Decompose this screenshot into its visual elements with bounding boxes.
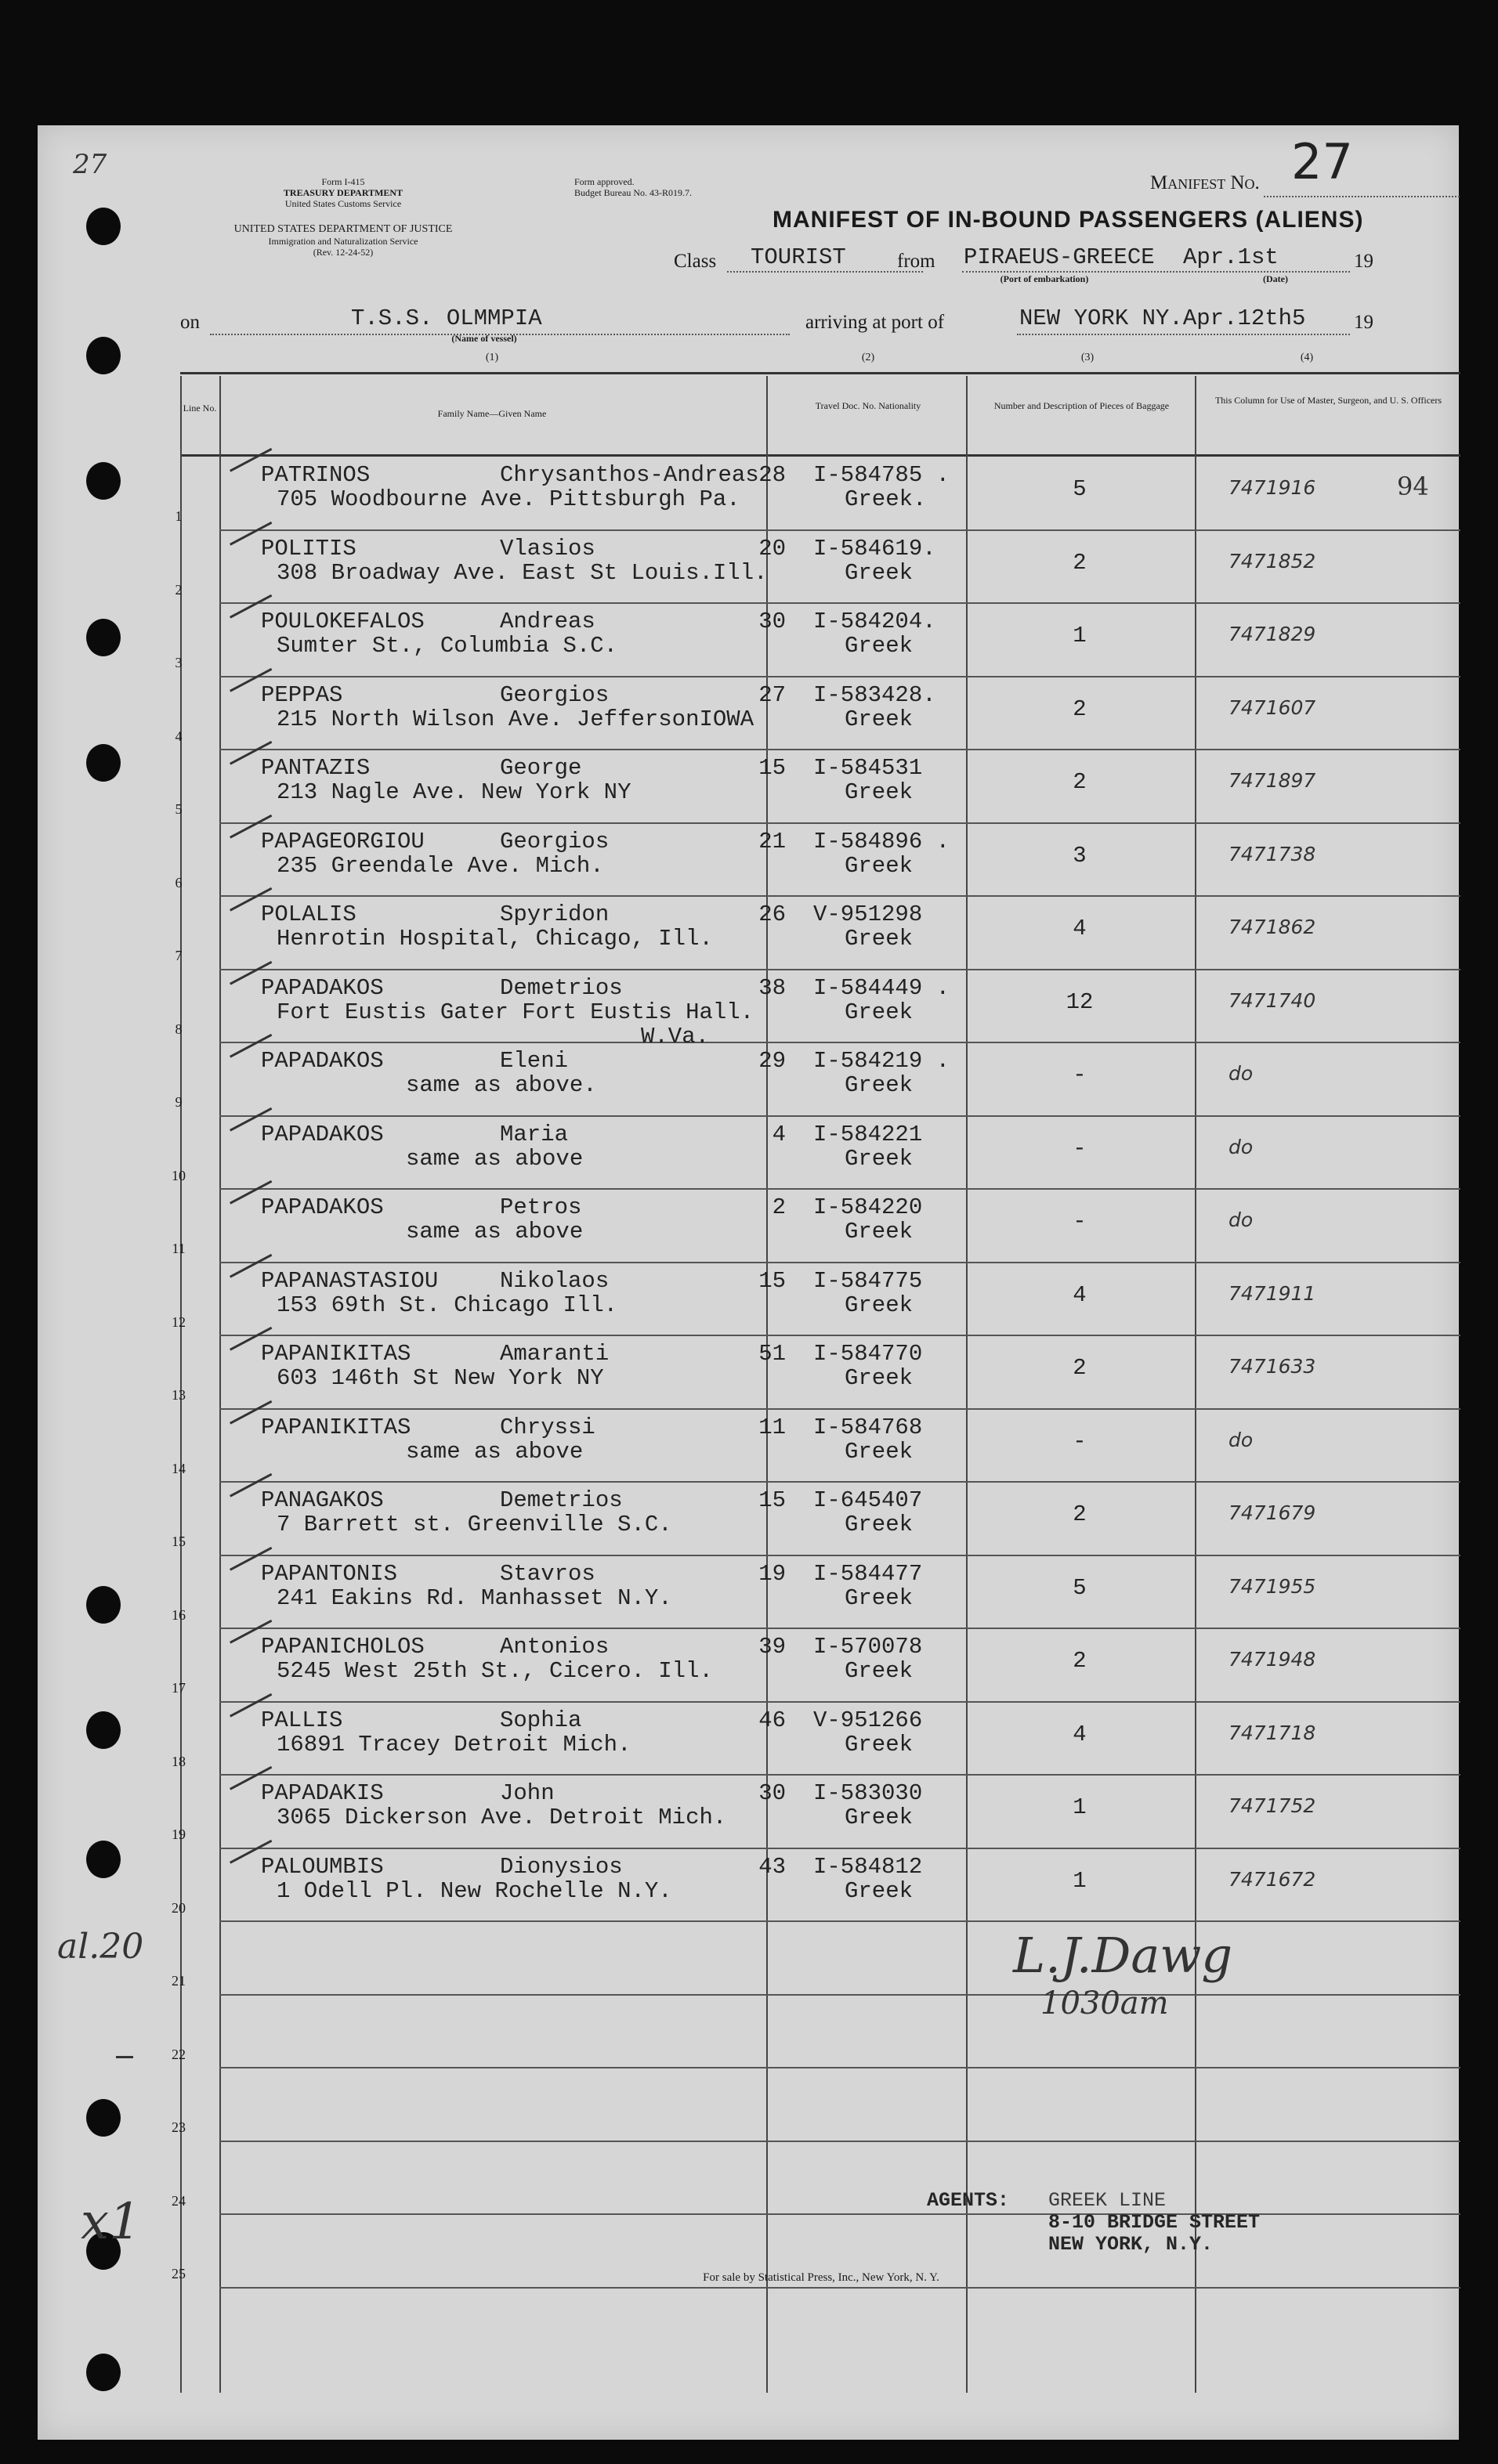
- officer-number: 7471948: [1228, 1648, 1316, 1671]
- given-name: Vlasios: [500, 535, 595, 562]
- address: 3065 Dickerson Ave. Detroit Mich.: [277, 1805, 727, 1830]
- given-name: Petros: [500, 1194, 582, 1220]
- family-name: PAPANASTASIOU: [261, 1267, 439, 1294]
- baggage-count: -: [1073, 1062, 1087, 1088]
- line-number: 24: [172, 2192, 186, 2209]
- col-baggage: Number and Description of Pieces of Baggage: [993, 400, 1170, 411]
- travel-doc-number: I-584449 .: [813, 974, 950, 1001]
- family-name: PAPADAKIS: [261, 1780, 384, 1806]
- table-row: [38, 1335, 1459, 1408]
- manifest-no-label: Manifest No.: [1150, 172, 1260, 193]
- travel-doc-number: I-584219 .: [813, 1048, 950, 1074]
- family-name: PAPANICHOLOS: [261, 1634, 425, 1660]
- address-continued: W.Va.: [641, 1023, 710, 1050]
- dept-justice: UNITED STATES DEPARTMENT OF JUSTICE: [233, 223, 453, 235]
- margin-dash: [116, 2056, 133, 2058]
- baggage-count: -: [1073, 1428, 1087, 1454]
- line-number: 16: [172, 1606, 186, 1623]
- baggage-count: 5: [1073, 1574, 1087, 1601]
- col-num-1: (1): [485, 352, 499, 363]
- form-number: Form I-415: [321, 176, 365, 187]
- officer-number: 7471607: [1228, 695, 1316, 719]
- line-number: 17: [172, 1680, 186, 1696]
- baggage-count: 2: [1073, 1355, 1087, 1381]
- travel-doc-number: I-584531: [813, 755, 923, 781]
- given-name: Demetrios: [500, 974, 623, 1001]
- family-name: PAPADAKOS: [261, 1048, 384, 1074]
- travel-doc-number: I-583030: [813, 1780, 923, 1806]
- address: 308 Broadway Ave. East St Louis.Ill.: [277, 559, 768, 586]
- table-row: [38, 822, 1459, 896]
- margin-note-x1: x1: [81, 2193, 141, 2251]
- address: Fort Eustis Gater Fort Eustis Hall.: [277, 999, 754, 1025]
- table-row: [38, 2067, 1459, 2141]
- manifest-title: MANIFEST OF IN-BOUND PASSENGERS (ALIENS): [773, 207, 1364, 233]
- travel-doc-number: V-951266: [813, 1707, 923, 1733]
- table-row: [38, 1188, 1459, 1262]
- given-name: Spyridon: [500, 901, 610, 927]
- travel-doc-number: I-584220: [813, 1194, 923, 1220]
- address: same as above.: [406, 1072, 597, 1098]
- line-number: 22: [172, 2046, 186, 2062]
- table-row: [38, 1408, 1459, 1482]
- vessel-caption: (Name of vessel): [451, 333, 517, 344]
- address: 705 Woodbourne Ave. Pittsburgh Pa.: [277, 486, 740, 512]
- line-number: 1: [175, 508, 183, 524]
- arriving-label: arriving at port of: [805, 312, 945, 333]
- family-name: PAPANTONIS: [261, 1560, 398, 1587]
- address: 5245 West 25th St., Cicero. Ill.: [277, 1658, 713, 1684]
- printer-footer: For sale by Statistical Press, Inc., New York, N. Y.: [703, 2271, 939, 2284]
- address: 235 Greendale Ave. Mich.: [277, 852, 604, 879]
- baggage-count: 2: [1073, 1648, 1087, 1674]
- revision: (Rev. 12-24-52): [313, 247, 374, 258]
- dept-customs: United States Customs Service: [284, 198, 402, 209]
- baggage-count: 2: [1073, 549, 1087, 576]
- agents-label: AGENTS:: [927, 2189, 1010, 2212]
- travel-doc-number: I-584204.: [813, 609, 936, 634]
- age: 30: [758, 609, 786, 634]
- baggage-count: 4: [1073, 916, 1087, 941]
- table-row: [38, 895, 1459, 969]
- given-name: Maria: [500, 1121, 569, 1147]
- given-name: Andreas: [500, 609, 595, 634]
- address: 16891 Tracey Detroit Mich.: [277, 1731, 631, 1758]
- address: 1 Odell Pl. New Rochelle N.Y.: [277, 1877, 672, 1904]
- travel-doc-number: I-584477: [813, 1560, 923, 1587]
- punch-hole: [86, 337, 121, 374]
- travel-doc-number: I-583428.: [813, 681, 936, 708]
- officer-number: 7471911: [1228, 1281, 1316, 1305]
- age: 21: [758, 828, 786, 854]
- table-row: [38, 1115, 1459, 1189]
- line-number: 14: [172, 1460, 186, 1476]
- given-name: Antonios: [500, 1634, 610, 1660]
- year-1: 19: [1354, 251, 1373, 272]
- baggage-count: -: [1073, 1209, 1087, 1234]
- nationality: Greek: [845, 1365, 914, 1391]
- travel-doc-number: I-570078: [813, 1634, 923, 1660]
- nationality: Greek: [845, 1072, 914, 1098]
- margin-note-94: 94: [1397, 471, 1429, 501]
- family-name: PAPADAKOS: [261, 974, 384, 1001]
- family-name: PALOUMBIS: [261, 1853, 384, 1880]
- age: 43: [758, 1853, 786, 1880]
- officer-number: do: [1228, 1062, 1254, 1085]
- family-name: PALLIS: [261, 1707, 343, 1733]
- nationality: Greek: [845, 1145, 914, 1172]
- baggage-count: 1: [1073, 1867, 1087, 1894]
- baggage-count: 12: [1066, 988, 1094, 1015]
- punch-hole: [86, 2354, 121, 2391]
- baggage-count: 2: [1073, 769, 1087, 795]
- line-number: 12: [172, 1313, 186, 1330]
- table-row: [38, 969, 1459, 1050]
- family-name: POLITIS: [261, 535, 356, 562]
- line-number: 25: [172, 2266, 186, 2282]
- col-num-2: (2): [861, 352, 875, 363]
- given-name: Demetrios: [500, 1487, 623, 1513]
- line-number: 23: [172, 2119, 186, 2135]
- nationality: Greek: [845, 1877, 914, 1904]
- agents-line-1: GREEK LINE: [1048, 2189, 1167, 2212]
- dept-immigration: Immigration and Naturalization Service: [268, 236, 418, 247]
- officer-number: do: [1228, 1428, 1254, 1451]
- address: 153 69th St. Chicago Ill.: [277, 1292, 618, 1318]
- travel-doc-number: I-584768: [813, 1414, 923, 1440]
- agents-line-2: 8-10 BRIDGE STREET: [1048, 2211, 1261, 2234]
- age: 15: [758, 1267, 786, 1294]
- nationality: Greek: [845, 1219, 914, 1245]
- given-name: Eleni: [500, 1048, 569, 1074]
- travel-doc-number: I-645407: [813, 1487, 923, 1513]
- from-label: from: [897, 251, 935, 272]
- address: 7 Barrett st. Greenville S.C.: [277, 1512, 672, 1537]
- given-name: George: [500, 755, 582, 781]
- travel-doc-number: I-584896 .: [813, 828, 950, 854]
- officer-number: 7471955: [1228, 1574, 1316, 1598]
- arrival-port: NEW YORK NY.Apr.12th5: [1019, 305, 1306, 331]
- line-number: 10: [172, 1167, 186, 1183]
- class-label: Class: [674, 251, 717, 272]
- table-row: [38, 456, 1459, 529]
- nationality: Greek: [845, 852, 914, 879]
- age: 51: [758, 1341, 786, 1367]
- age: 26: [758, 901, 786, 927]
- baggage-count: 1: [1073, 1794, 1087, 1820]
- age: 4: [772, 1121, 786, 1147]
- embark-date: Apr.1st: [1183, 244, 1279, 270]
- nationality: Greek: [845, 1584, 914, 1611]
- baggage-count: 4: [1073, 1721, 1087, 1747]
- given-name: Stavros: [500, 1560, 595, 1587]
- table-row: [38, 602, 1459, 676]
- table-row: [38, 1994, 1459, 2068]
- line-number: 19: [172, 1826, 186, 1842]
- given-name: Amaranti: [500, 1341, 610, 1367]
- family-name: POULOKEFALOS: [261, 609, 425, 634]
- line-number: 4: [175, 728, 183, 744]
- address: 215 North Wilson Ave. JeffersonIOWA: [277, 706, 754, 732]
- officer-number: do: [1228, 1209, 1254, 1231]
- family-name: PANAGAKOS: [261, 1487, 384, 1513]
- table-row: [38, 1701, 1459, 1775]
- table-row: [38, 1262, 1459, 1335]
- age: 15: [758, 755, 786, 781]
- officer-number: 7471829: [1228, 623, 1316, 645]
- officer-number: do: [1228, 1135, 1254, 1158]
- col-doc: Travel Doc. No. Nationality: [815, 400, 921, 411]
- nationality: Greek: [845, 1512, 914, 1537]
- col-name: Family Name—Given Name: [437, 408, 547, 419]
- margin-note-al20: al.20: [57, 1927, 144, 1967]
- officer-number: 7471740: [1228, 988, 1316, 1012]
- margin-note-27: 27: [73, 149, 107, 180]
- family-name: PANTAZIS: [261, 755, 371, 781]
- col-officers: This Column for Use of Master, Surgeon, and U. S. Officers: [1214, 395, 1442, 406]
- baggage-count: 1: [1073, 623, 1087, 649]
- family-name: PEPPAS: [261, 681, 343, 708]
- given-name: Dionysios: [500, 1853, 623, 1880]
- family-name: PAPAGEORGIOU: [261, 828, 425, 854]
- address: 241 Eakins Rd. Manhasset N.Y.: [277, 1584, 672, 1611]
- port-caption: (Port of embarkation): [1000, 273, 1089, 284]
- signature: L.J.Dawg: [1013, 1927, 1233, 1984]
- age: 2: [772, 1194, 786, 1220]
- officer-number: 7471852: [1228, 549, 1316, 573]
- nationality: Greek: [845, 1731, 914, 1758]
- age: 30: [758, 1780, 786, 1806]
- given-name: Georgios: [500, 828, 610, 854]
- travel-doc-number: I-584785 .: [813, 462, 950, 488]
- vessel-name: T.S.S. OLMMPIA: [351, 305, 542, 331]
- nationality: Greek: [845, 1805, 914, 1830]
- table-row: [38, 529, 1459, 603]
- nationality: Greek: [845, 779, 914, 805]
- travel-doc-number: I-584619.: [813, 535, 936, 562]
- given-name: Chrysanthos-Andreas: [500, 462, 759, 488]
- line-number: 3: [175, 655, 183, 670]
- table-row: [38, 1774, 1459, 1848]
- travel-doc-number: I-584775: [813, 1267, 923, 1294]
- manifest-number: 27: [1291, 133, 1353, 190]
- officer-number: 7471633: [1228, 1355, 1316, 1378]
- officer-number: 7471752: [1228, 1794, 1316, 1817]
- travel-doc-number: I-584812: [813, 1853, 923, 1880]
- address: Sumter St., Columbia S.C.: [277, 633, 618, 659]
- line-number: 15: [172, 1534, 186, 1549]
- col-num-3: (3): [1080, 352, 1095, 363]
- table-row: [38, 1481, 1459, 1555]
- baggage-count: 2: [1073, 695, 1087, 722]
- form-approved: Form approved.: [574, 176, 635, 187]
- age: 27: [758, 681, 786, 708]
- line-number: 9: [175, 1094, 183, 1110]
- address: same as above: [406, 1438, 584, 1465]
- date-caption: (Date): [1263, 273, 1288, 284]
- from-port: PIRAEUS-GREECE: [964, 244, 1155, 270]
- given-name: Chryssi: [500, 1414, 595, 1440]
- table-row: [38, 676, 1459, 750]
- given-name: Sophia: [500, 1707, 582, 1733]
- officer-number: 7471718: [1228, 1721, 1316, 1744]
- line-number: 20: [172, 1899, 186, 1916]
- class-value: TOURIST: [751, 244, 846, 270]
- given-name: John: [500, 1780, 555, 1806]
- given-name: Nikolaos: [500, 1267, 610, 1294]
- address: 213 Nagle Ave. New York NY: [277, 779, 631, 805]
- line-number: 13: [172, 1387, 186, 1403]
- table-row: [38, 1848, 1459, 1921]
- budget-bureau: Budget Bureau No. 43-R019.7.: [574, 187, 692, 198]
- nationality: Greek: [845, 559, 914, 586]
- age: 19: [758, 1560, 786, 1587]
- nationality: Greek: [845, 706, 914, 732]
- family-name: POLALIS: [261, 901, 356, 927]
- baggage-count: 2: [1073, 1501, 1087, 1527]
- given-name: Georgios: [500, 681, 610, 708]
- officer-number: 7471897: [1228, 769, 1316, 792]
- table-row: [38, 1628, 1459, 1701]
- baggage-count: 4: [1073, 1281, 1087, 1308]
- col-line-no: Line No.: [183, 403, 217, 414]
- family-name: PAPANIKITAS: [261, 1414, 411, 1440]
- officer-number: 7471862: [1228, 916, 1316, 938]
- address: same as above: [406, 1145, 584, 1172]
- age: 38: [758, 974, 786, 1001]
- punch-hole: [86, 208, 121, 245]
- officer-number: 7471916: [1228, 476, 1316, 499]
- table-row: [38, 1920, 1459, 1994]
- address: 603 146th St New York NY: [277, 1365, 604, 1391]
- officer-number: 7471738: [1228, 842, 1316, 865]
- table-row: [38, 2141, 1459, 2214]
- dept-treasury: TREASURY DEPARTMENT: [283, 187, 403, 198]
- travel-doc-number: V-951298: [813, 901, 923, 927]
- family-name: PAPADAKOS: [261, 1121, 384, 1147]
- family-name: PATRINOS: [261, 462, 371, 488]
- line-number: 21: [172, 1973, 186, 1989]
- signature-time: 1030am: [1040, 1985, 1169, 2021]
- table-row: [38, 1555, 1459, 1628]
- on-label: on: [180, 312, 200, 333]
- officer-number: 7471672: [1228, 1867, 1316, 1891]
- nationality: Greek: [845, 1292, 914, 1318]
- baggage-count: 5: [1073, 476, 1087, 502]
- agents-line-3: NEW YORK, N.Y.: [1048, 2233, 1214, 2256]
- age: 29: [758, 1048, 786, 1074]
- family-name: PAPADAKOS: [261, 1194, 384, 1220]
- nationality: Greek: [845, 1438, 914, 1465]
- line-number: 8: [175, 1021, 183, 1037]
- line-number: 5: [175, 801, 183, 817]
- age: 20: [758, 535, 786, 562]
- year-2: 19: [1354, 312, 1373, 333]
- nationality: Greek: [845, 999, 914, 1025]
- nationality: Greek: [845, 633, 914, 659]
- line-number: 11: [172, 1241, 186, 1256]
- age: 15: [758, 1487, 786, 1513]
- nationality: Greek: [845, 926, 914, 952]
- col-num-4: (4): [1300, 352, 1314, 363]
- nationality: Greek: [845, 1658, 914, 1684]
- baggage-count: -: [1073, 1135, 1087, 1162]
- age: 39: [758, 1634, 786, 1660]
- line-number: 18: [172, 1753, 186, 1769]
- manifest-page: [38, 125, 1459, 2440]
- address: Henrotin Hospital, Chicago, Ill.: [277, 926, 713, 952]
- line-number: 6: [175, 874, 183, 891]
- address: same as above: [406, 1219, 584, 1245]
- table-row: [38, 749, 1459, 822]
- line-number: 7: [175, 948, 183, 963]
- age: 11: [758, 1414, 786, 1440]
- age: 28: [758, 462, 786, 488]
- travel-doc-number: I-584770: [813, 1341, 923, 1367]
- family-name: PAPANIKITAS: [261, 1341, 411, 1367]
- baggage-count: 3: [1073, 842, 1087, 869]
- nationality: Greek.: [845, 486, 927, 512]
- age: 46: [758, 1707, 786, 1733]
- travel-doc-number: I-584221: [813, 1121, 923, 1147]
- table-row: [38, 1042, 1459, 1115]
- line-number: 2: [175, 581, 183, 598]
- officer-number: 7471679: [1228, 1501, 1316, 1524]
